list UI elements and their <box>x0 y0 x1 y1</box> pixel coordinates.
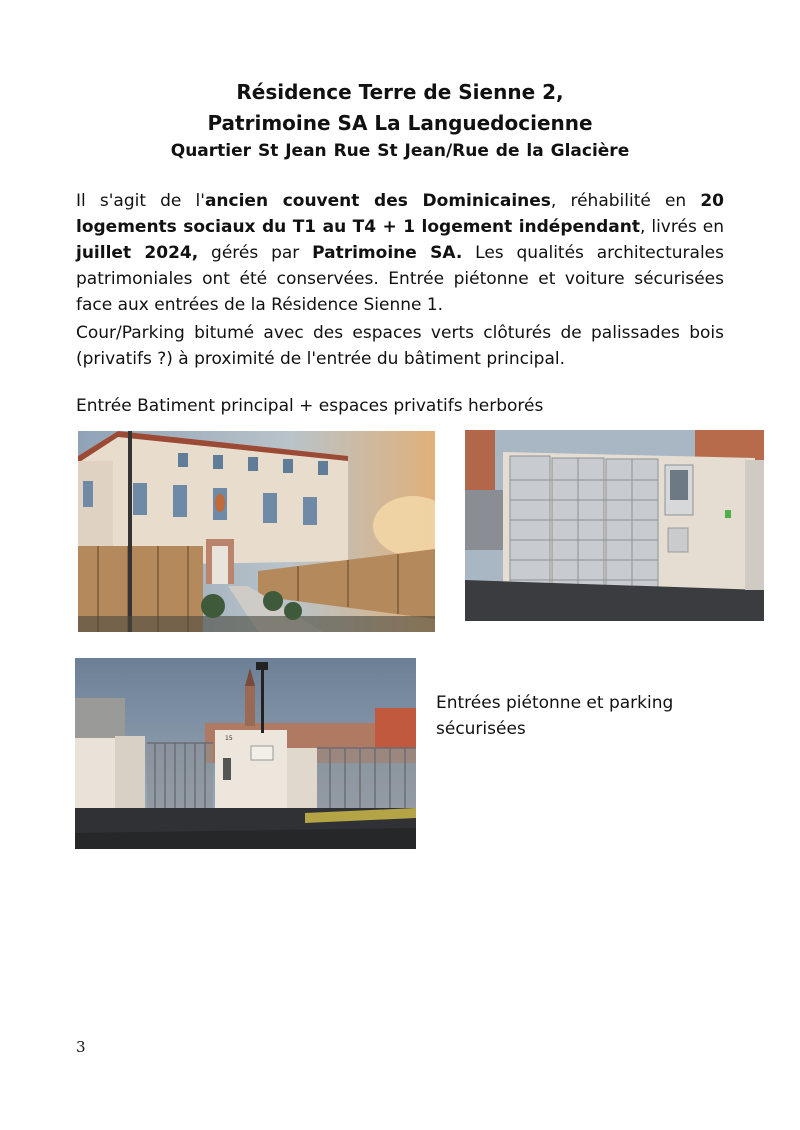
document-subtitle: Patrimoine SA La Languedocienne <box>207 111 593 135</box>
parking-paragraph: Cour/Parking bitumé avec des espaces verts clôturés de palissades bois (privatifs ?) à proximité de l'entrée du bâtiment principal. <box>76 323 724 369</box>
photo-mailboxes <box>465 430 764 621</box>
photo-caption-main-building: Entrée Batiment principal + espaces privatifs herborés <box>76 396 544 416</box>
photo-main-building <box>78 431 435 632</box>
house-number: 15 <box>225 735 233 742</box>
photo-caption-gate <box>436 690 736 742</box>
photo-gate <box>75 658 416 849</box>
document-address: Quartier St Jean Rue St Jean/Rue de la Glacière <box>170 141 630 161</box>
page-number: 3 <box>76 1038 86 1056</box>
document-title: Résidence Terre de Sienne 2, <box>236 80 564 104</box>
caption-gate-line2: sécurisées <box>436 719 526 739</box>
caption-gate-line1: Entrées piétonne et parking <box>436 693 674 713</box>
intro-paragraph: Il s'agit de l'ancien couvent des Dominicaines, réhabilité en 20 logements sociaux du T1 au T4 + 1 logement indépendant, livrés en juillet 2024, gérés par Patrimoine SA. Les qualités architecturales patrimoniales ont été conservées. Entrée piétonne et voiture sécurisées face aux entrées de la Résidence Sienne 1. <box>76 191 724 315</box>
